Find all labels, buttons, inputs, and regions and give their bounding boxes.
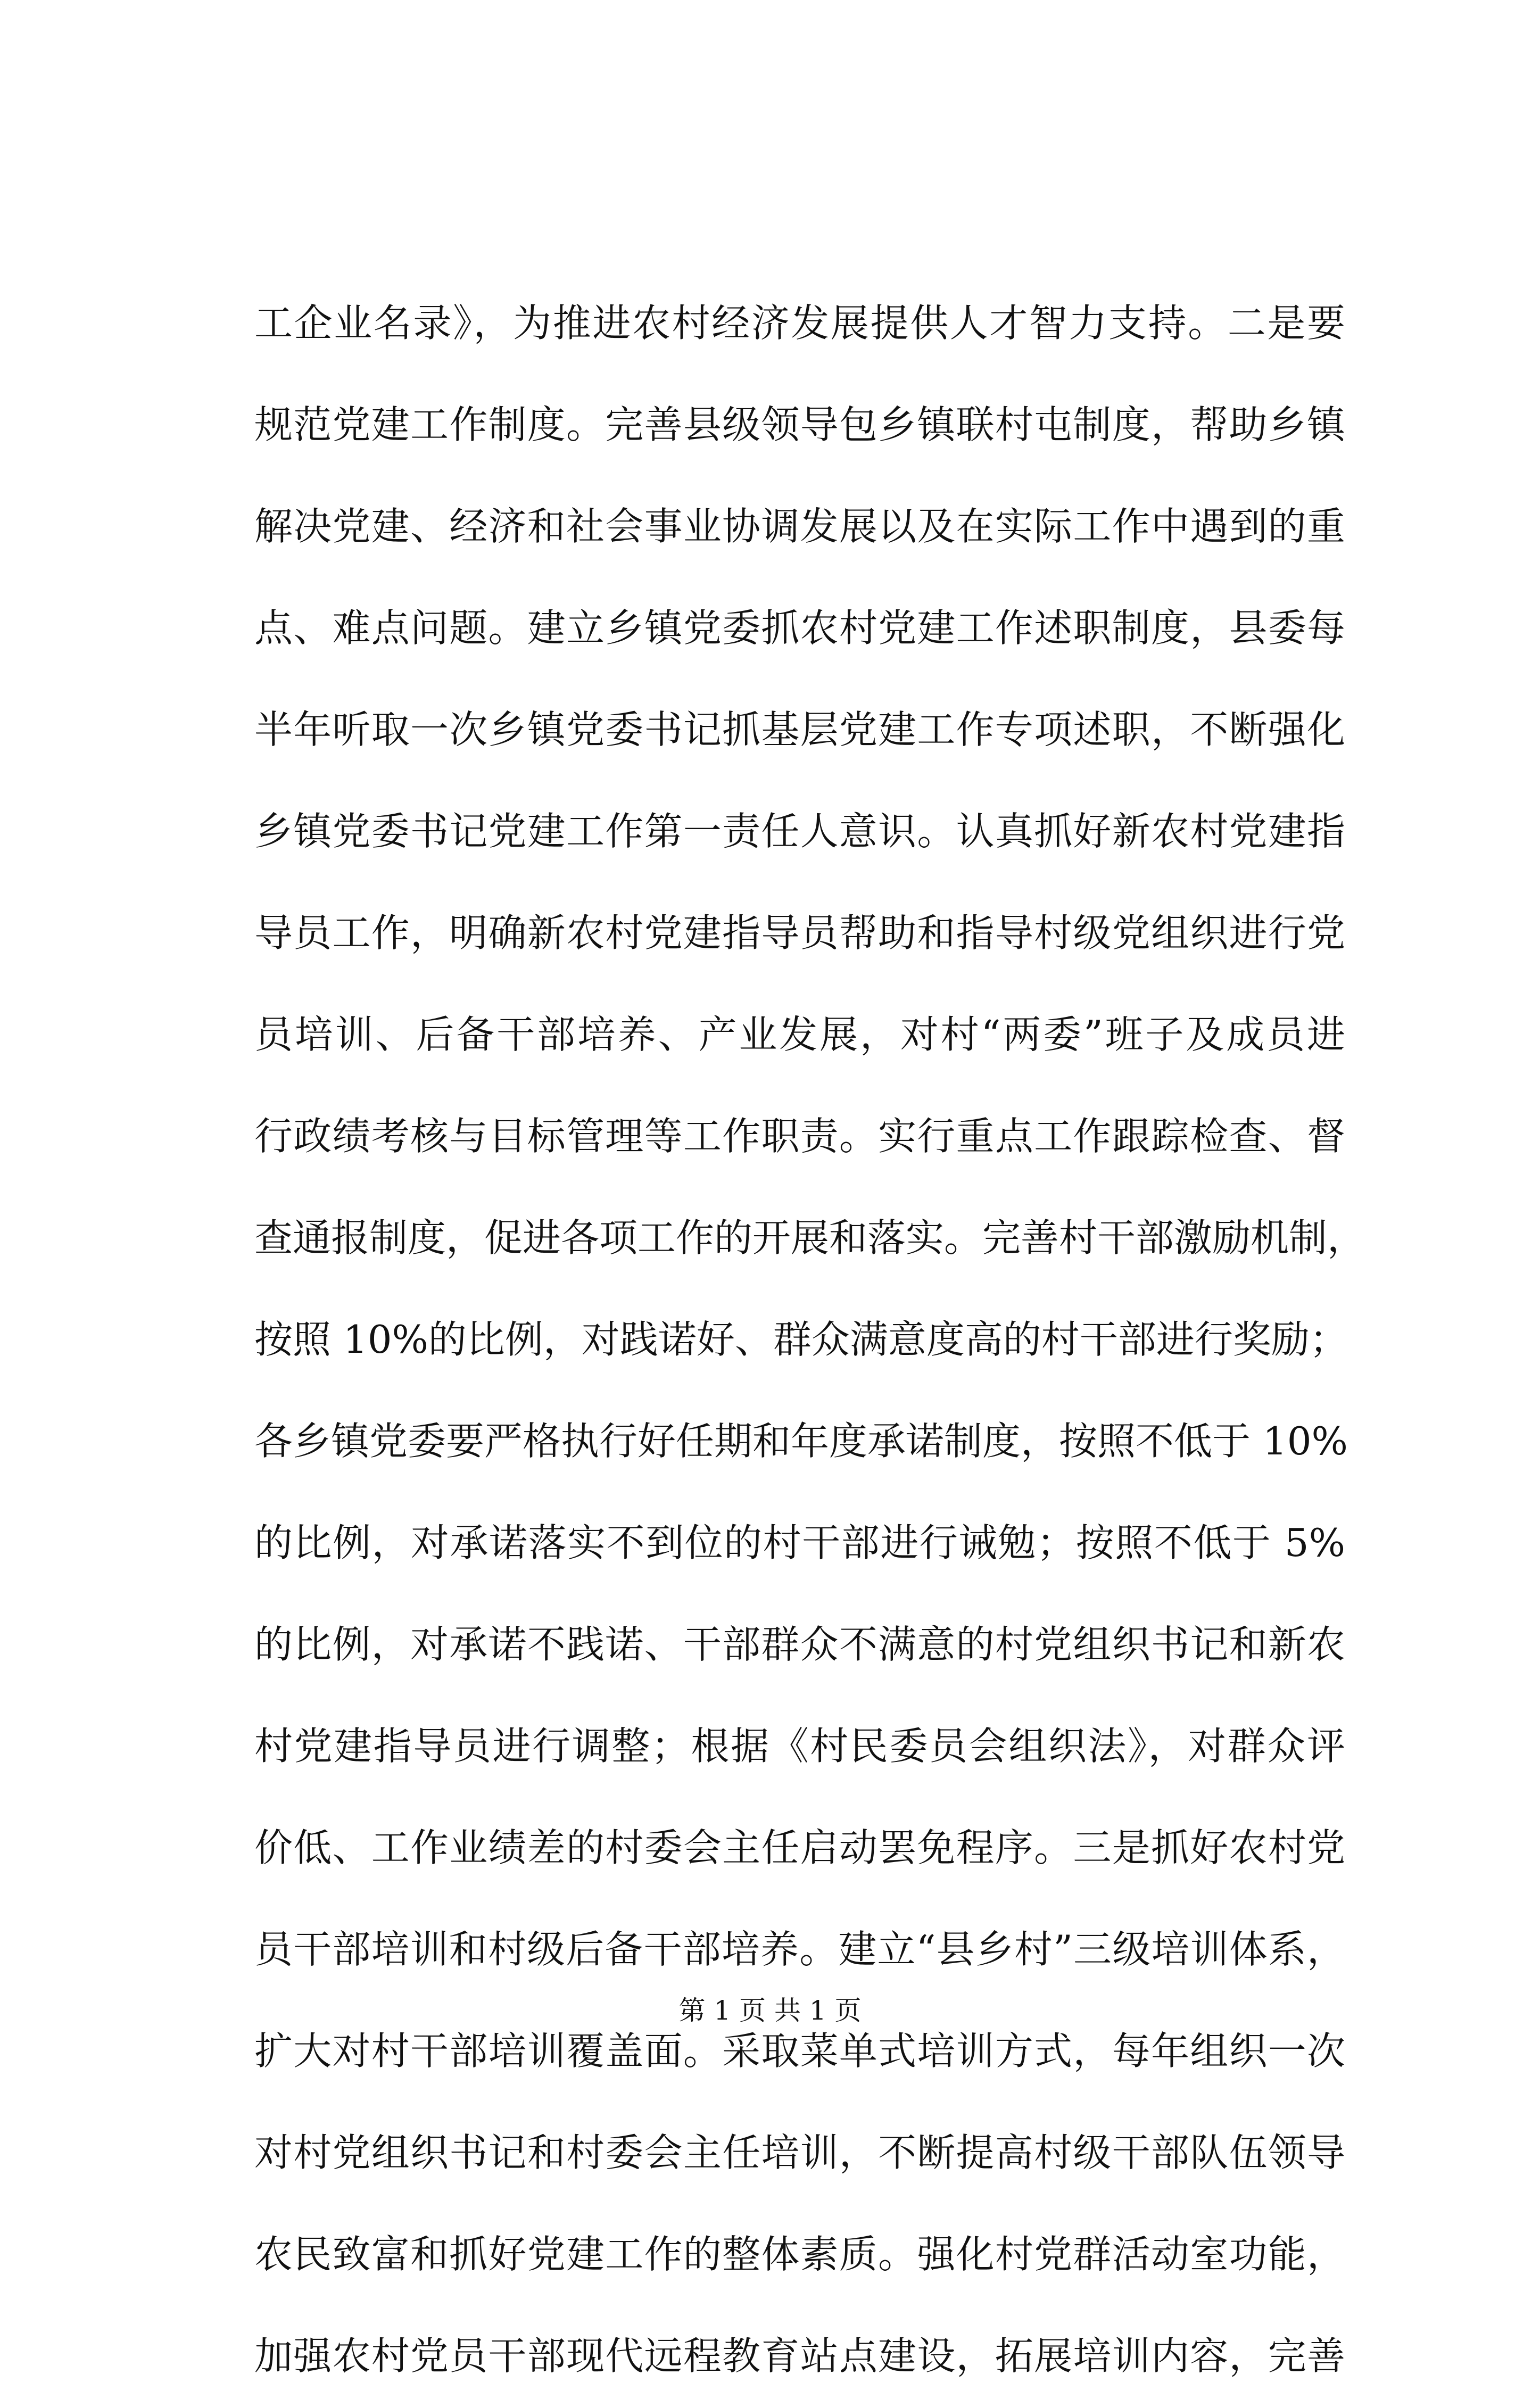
text-line: 乡镇党委书记党建工作第一责任人意识。认真抓好新农村党建指 — [254, 809, 1345, 854]
text-line: 的比例，对承诺不践诺、干部群众不满意的村党组织书记和新农 — [254, 1622, 1345, 1667]
text-line: 加强农村党员干部现代远程教育站点建设，拓展培训内容，完善 — [254, 2334, 1345, 2378]
text-line: 员干部培训和村级后备干部培养。建立“县乡村”三级培训体系， — [254, 1927, 1345, 1972]
text-line: 导员工作，明确新农村党建指导员帮助和指导村级党组织进行党 — [254, 911, 1345, 955]
text-line: 查通报制度，促进各项工作的开展和落实。完善村干部激励机制， — [254, 1215, 1366, 1260]
text-line: 半年听取一次乡镇党委书记抓基层党建工作专项述职，不断强化 — [254, 707, 1345, 752]
page-number-label: 第 1 页 共 1 页 — [678, 1995, 862, 2026]
text-line: 工企业名录》，为推进农村经济发展提供人才智力支持。二是要 — [254, 301, 1345, 345]
text-line: 村党建指导员进行调整；根据《村民委员会组织法》，对群众评 — [254, 1724, 1345, 1768]
text-line: 的比例，对承诺落实不到位的村干部进行诫勉；按照不低于 5% — [254, 1520, 1345, 1565]
text-line: 各乡镇党委要严格执行好任期和年度承诺制度，按照不低于 10% — [254, 1419, 1348, 1463]
text-line: 对村党组织书记和村委会主任培训，不断提高村级干部队伍领导 — [254, 2130, 1345, 2175]
body-paragraph — [254, 272, 1366, 2407]
text-line: 解决党建、经济和社会事业协调发展以及在实际工作中遇到的重 — [254, 504, 1345, 549]
page-footer — [0, 1989, 1540, 2032]
text-line: 员培训、后备干部培养、产业发展，对村“两委”班子及成员进 — [254, 1012, 1345, 1057]
text-line: 行政绩考核与目标管理等工作职责。实行重点工作跟踪检查、督 — [254, 1114, 1345, 1159]
text-line: 规范党建工作制度。完善县级领导包乡镇联村屯制度，帮助乡镇 — [254, 402, 1345, 447]
text-line: 扩大对村干部培训覆盖面。采取菜单式培训方式，每年组织一次 — [254, 2029, 1345, 2073]
text-line: 价低、工作业绩差的村委会主任启动罢免程序。三是抓好农村党 — [254, 1825, 1345, 1870]
text-line: 点、难点问题。建立乡镇党委抓农村党建工作述职制度，县委每 — [254, 606, 1345, 650]
text-line: 按照 10%的比例，对践诺好、群众满意度高的村干部进行奖励； — [254, 1317, 1348, 1362]
text-line: 农民致富和抓好党建工作的整体素质。强化村党群活动室功能， — [254, 2232, 1345, 2277]
